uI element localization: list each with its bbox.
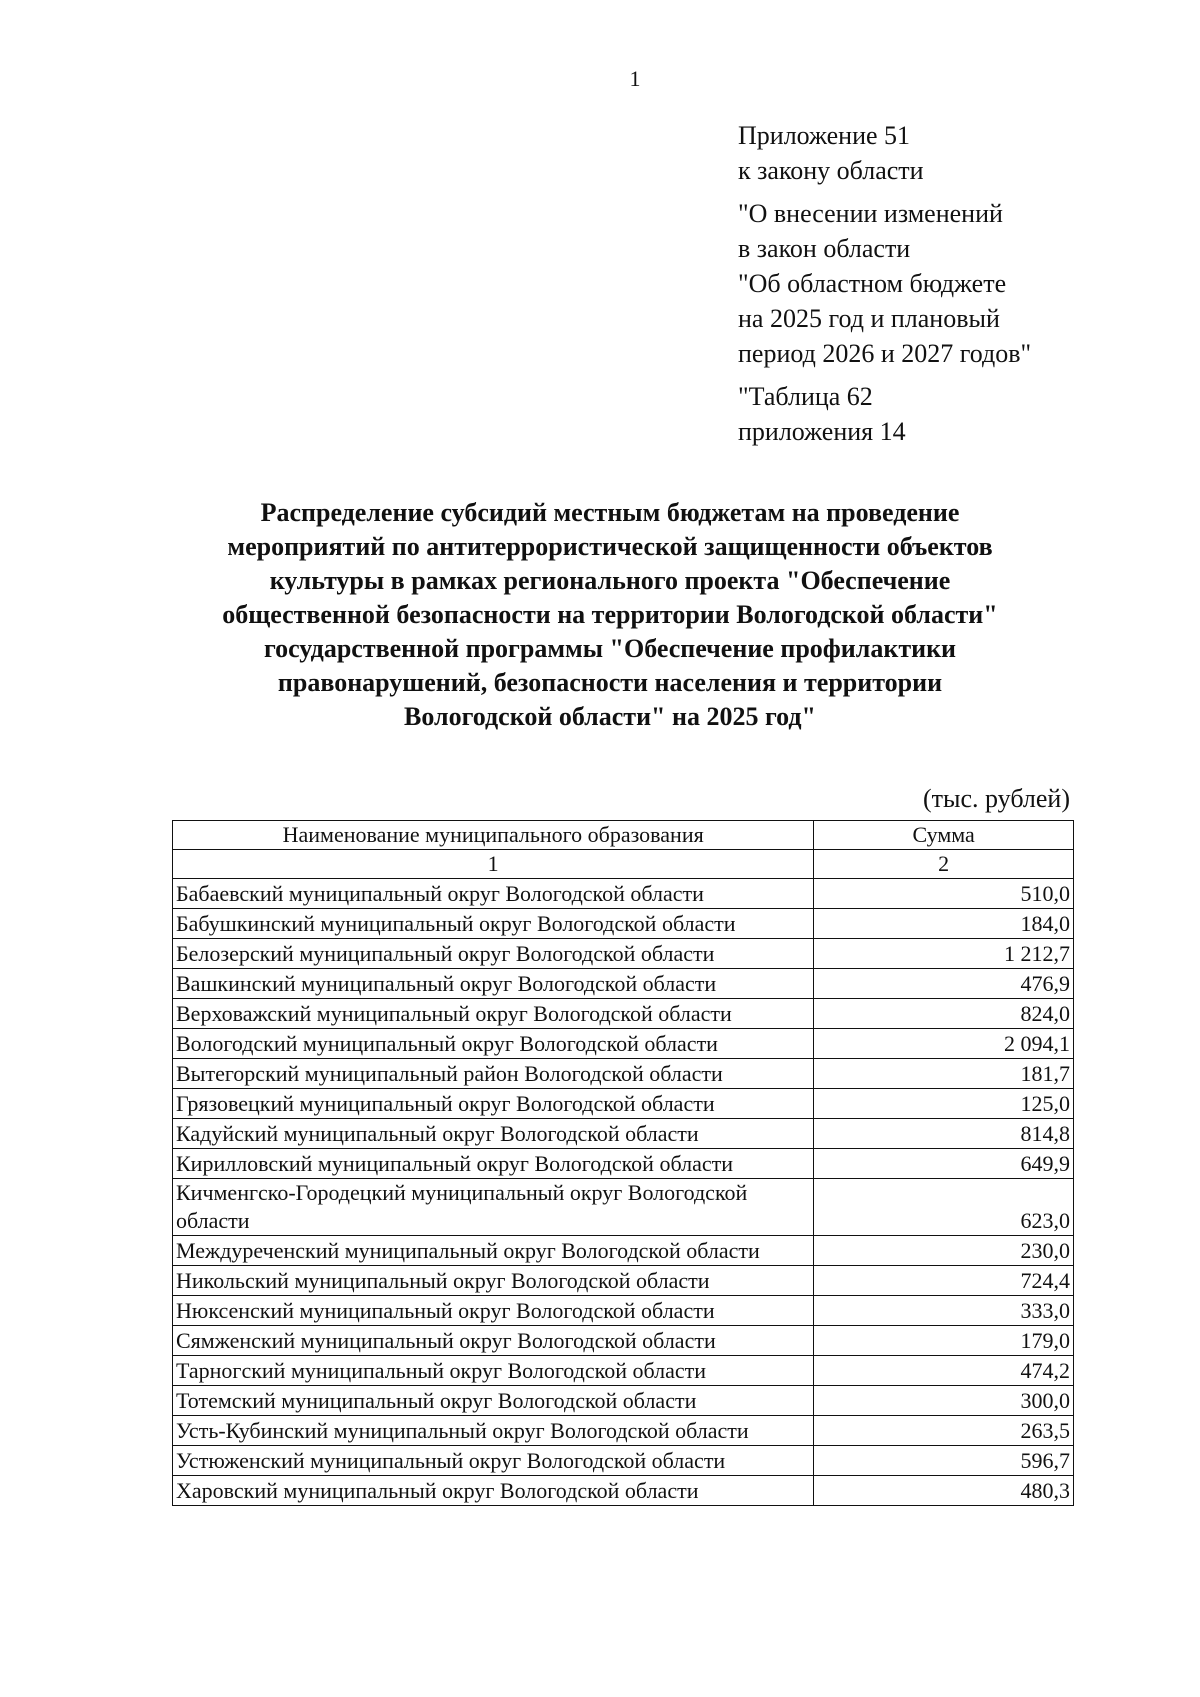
- municipality-name: Сямженский муниципальный округ Вологодской области: [173, 1326, 814, 1356]
- appendix-line: на 2025 год и плановый: [738, 304, 1000, 333]
- title-line: Распределение субсидий местным бюджетам на проведение: [260, 498, 960, 527]
- table-row: [173, 999, 1074, 1029]
- municipality-name: Грязовецкий муниципальный округ Вологодской области: [173, 1089, 814, 1119]
- title-line: Вологодской области" на 2025 год": [404, 702, 816, 731]
- municipality-name: Кадуйский муниципальный округ Вологодской области: [173, 1119, 814, 1149]
- column-number: 2: [814, 850, 1074, 879]
- appendix-line: "О внесении изменений: [738, 199, 1003, 228]
- table-row: [173, 1416, 1074, 1446]
- subsidy-sum: 300,0: [814, 1386, 1074, 1416]
- subsidy-sum: 1 212,7: [814, 939, 1074, 969]
- table-row: [173, 1059, 1074, 1089]
- appendix-line: в закон области: [738, 234, 911, 263]
- municipality-name: Никольский муниципальный округ Вологодской области: [173, 1266, 814, 1296]
- table-row: [173, 1149, 1074, 1179]
- column-number: 1: [173, 850, 814, 879]
- table-row: [173, 1296, 1074, 1326]
- appendix-line: период 2026 и 2027 годов": [738, 339, 1032, 368]
- table-row: [173, 1356, 1074, 1386]
- subsidy-sum: 824,0: [814, 999, 1074, 1029]
- subsidy-sum: 649,9: [814, 1149, 1074, 1179]
- header-name: Наименование муниципального образования: [173, 821, 814, 850]
- table-header-row: [173, 821, 1074, 850]
- appendix-line: к закону области: [738, 156, 924, 185]
- subsidy-sum: 814,8: [814, 1119, 1074, 1149]
- municipality-name: Бабаевский муниципальный округ Вологодской области: [173, 879, 814, 909]
- subsidy-sum: 476,9: [814, 969, 1074, 999]
- document-title: [160, 496, 1060, 734]
- municipality-name: Тарногский муниципальный округ Вологодской области: [173, 1356, 814, 1386]
- table-row: [173, 969, 1074, 999]
- appendix-line: "Об областном бюджете: [738, 269, 1007, 298]
- table-row: [173, 1446, 1074, 1476]
- subsidy-sum: 181,7: [814, 1059, 1074, 1089]
- appendix-line: "Таблица 62: [738, 382, 873, 411]
- municipality-name: Кичменгско-Городецкий муниципальный округ Вологодской области: [173, 1179, 814, 1236]
- table-row: [173, 939, 1074, 969]
- municipality-name: Вологодский муниципальный округ Вологодской области: [173, 1029, 814, 1059]
- appendix-block: [738, 118, 1031, 449]
- table-row: [173, 1386, 1074, 1416]
- municipality-name: Верховажский муниципальный округ Вологодской области: [173, 999, 814, 1029]
- table-row: [173, 909, 1074, 939]
- municipality-name: Белозерский муниципальный округ Вологодской области: [173, 939, 814, 969]
- column-number-row: [173, 850, 1074, 879]
- subsidy-sum: 230,0: [814, 1236, 1074, 1266]
- table-row: [173, 879, 1074, 909]
- subsidy-sum: 724,4: [814, 1266, 1074, 1296]
- subsidy-sum: 125,0: [814, 1089, 1074, 1119]
- subsidy-sum: 474,2: [814, 1356, 1074, 1386]
- subsidy-sum: 623,0: [814, 1179, 1074, 1236]
- municipality-name: Междуреченский муниципальный округ Вологодской области: [173, 1236, 814, 1266]
- subsidy-sum: 510,0: [814, 879, 1074, 909]
- page-number: 1: [629, 66, 641, 91]
- municipality-name: Нюксенский муниципальный округ Вологодской области: [173, 1296, 814, 1326]
- title-line: государственной программы "Обеспечение профилактики: [263, 634, 957, 663]
- table-row: [173, 1179, 1074, 1236]
- municipality-name: Кирилловский муниципальный округ Вологодской области: [173, 1149, 814, 1179]
- municipality-name: Бабушкинский муниципальный округ Вологодской области: [173, 909, 814, 939]
- subsidy-sum: 2 094,1: [814, 1029, 1074, 1059]
- municipality-name: Вашкинский муниципальный округ Вологодской области: [173, 969, 814, 999]
- subsidy-sum: 333,0: [814, 1296, 1074, 1326]
- appendix-line: приложения 14: [738, 417, 906, 446]
- table-row: [173, 1326, 1074, 1356]
- title-line: общественной безопасности на территории Вологодской области": [222, 600, 998, 629]
- title-line: правонарушений, безопасности населения и территории: [277, 668, 943, 697]
- municipality-name: Усть-Кубинский муниципальный округ Вологодской области: [173, 1416, 814, 1446]
- municipality-name: Вытегорский муниципальный район Вологодской области: [173, 1059, 814, 1089]
- subsidy-sum: 480,3: [814, 1476, 1074, 1506]
- title-line: мероприятий по антитеррористической защищенности объектов: [227, 532, 993, 561]
- municipality-name: Тотемский муниципальный округ Вологодской области: [173, 1386, 814, 1416]
- subsidy-sum: 596,7: [814, 1446, 1074, 1476]
- table-row: [173, 1089, 1074, 1119]
- subsidy-sum: 184,0: [814, 909, 1074, 939]
- table-row: [173, 1236, 1074, 1266]
- subsidies-table: [172, 820, 1074, 1506]
- table-row: [173, 1476, 1074, 1506]
- title-line: культуры в рамках регионального проекта "Обеспечение: [269, 566, 951, 595]
- table-row: [173, 1266, 1074, 1296]
- subsidy-sum: 263,5: [814, 1416, 1074, 1446]
- subsidy-sum: 179,0: [814, 1326, 1074, 1356]
- municipality-name: Устюженский муниципальный округ Вологодской области: [173, 1446, 814, 1476]
- appendix-line: Приложение 51: [738, 121, 911, 150]
- units-label: (тыс. рублей): [922, 784, 1070, 813]
- table-row: [173, 1029, 1074, 1059]
- table-row: [173, 1119, 1074, 1149]
- header-sum: Сумма: [814, 821, 1074, 850]
- municipality-name: Харовский муниципальный округ Вологодской области: [173, 1476, 814, 1506]
